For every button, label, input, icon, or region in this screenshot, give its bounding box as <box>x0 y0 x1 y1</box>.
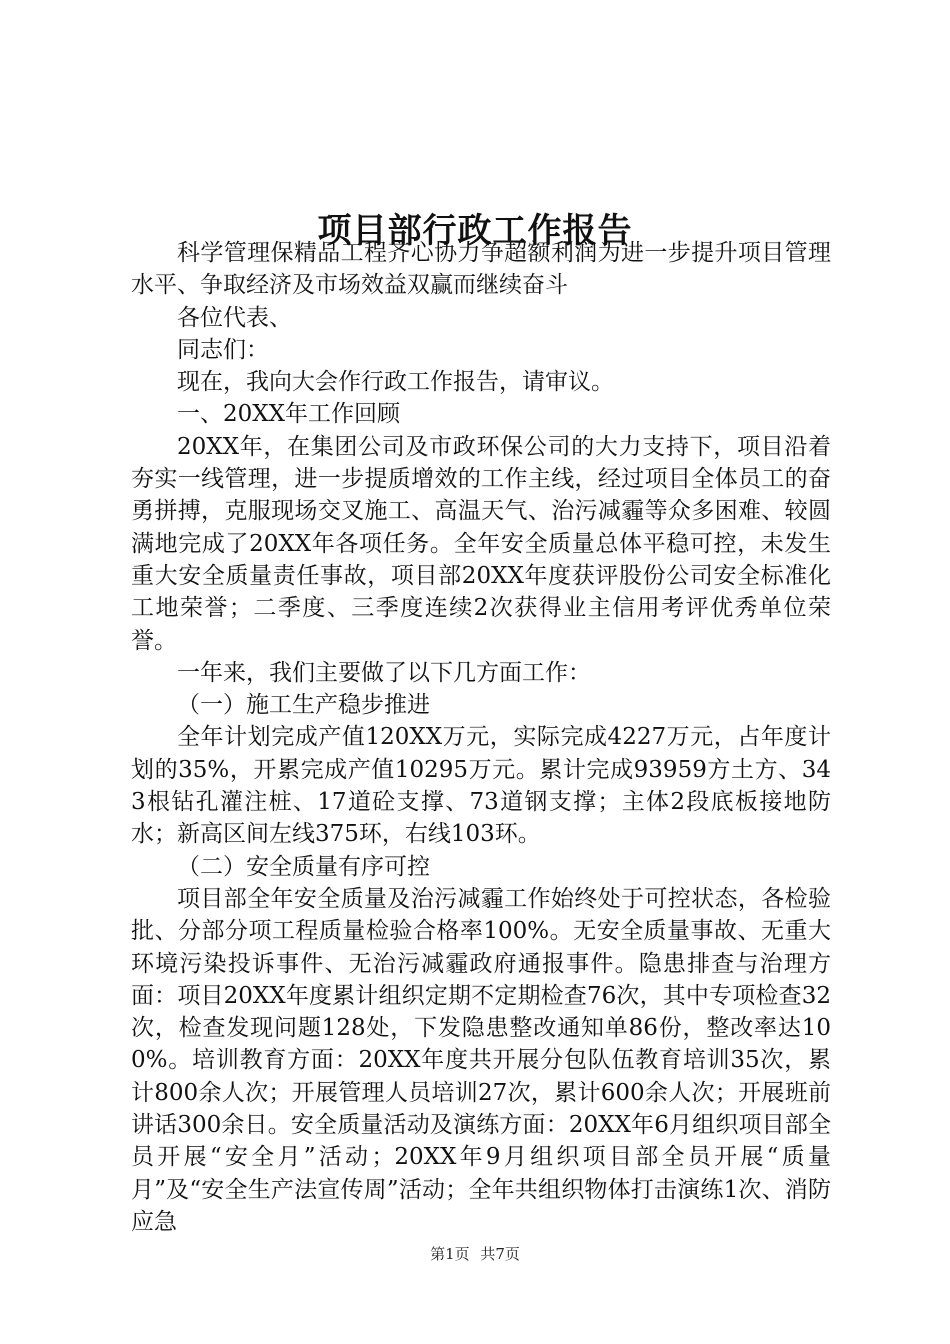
document-body <box>131 237 831 1238</box>
paragraph-slogan: 科学管理保精品工程齐心协力争超额利润为进一步提升项目管理水平、争取经济及市场效益双赢而继续奋斗 <box>131 240 831 299</box>
paragraph-safety: 项目部全年安全质量及治污减霾工作始终处于可控状态，各检验批、分部分项工程质量检验合格率100%。无安全质量事故、无重大环境污染投诉事件、无治污减霾政府通报事件。隐患排查与治理方面：项目20XX年度累计组织定期不定期检查76次，其中专项检查32次，检查发现问题128处，下发隐患整改通知单86份，整改率达100%。培训教育方面：20XX年度共开展分包队伍教育培训35次，累计800余人次；开展管理人员培训27次，累计600余人次；开展班前讲话300余日。安全质量活动及演练方面：20XX年6月组织项目部全员开展“安全月”活动；20XX年9月组织项目部全员开展“质量月”及“安全生产法宣传周”活动；全年共组织物体打击演练1次、消防应急 <box>131 885 831 1235</box>
paragraph-work-intro: 一年来，我们主要做了以下几方面工作： <box>177 659 591 686</box>
document-title: 项目部行政工作报告 <box>317 210 633 251</box>
paragraph-salutation-2: 同志们： <box>177 336 269 363</box>
page-total: 共7页 <box>480 1245 520 1263</box>
paragraph-opening: 现在，我向大会作行政工作报告，请审议。 <box>177 369 614 396</box>
section-heading-review: 一、20XX年工作回顾 <box>177 401 401 428</box>
paragraph-production: 全年计划完成产值120XX万元，实际完成4227万元，占年度计划的35%，开累完成产值10295万元。累计完成93959方土方、343根钻孔灌注桩、17道砼支撑、73道钢支撑；主体2段底板接地防水；新高区间左线375环，右线103环。 <box>131 724 831 848</box>
paragraph-review: 20XX年，在集团公司及市政环保公司的大力支持下，项目沿着夯实一线管理，进一步提质增效的工作主线，经过项目全体员工的奋勇拼搏，克服现场交叉施工、高温天气、治污减霾等众多困难、较圆满地完成了20XX年各项任务。全年安全质量总体平稳可控，未发生重大安全质量责任事故，项目部20XX年度获评股份公司安全标准化工地荣誉；二季度、三季度连续2次获得业主信用考评优秀单位荣誉。 <box>131 433 831 654</box>
subsection-heading-safety: （二）安全质量有序可控 <box>177 853 430 880</box>
page-number: 第1页 <box>430 1245 470 1263</box>
subsection-heading-production: （一）施工生产稳步推进 <box>177 692 430 719</box>
paragraph-salutation-1: 各位代表、 <box>177 304 292 331</box>
page-footer <box>0 1244 950 1264</box>
